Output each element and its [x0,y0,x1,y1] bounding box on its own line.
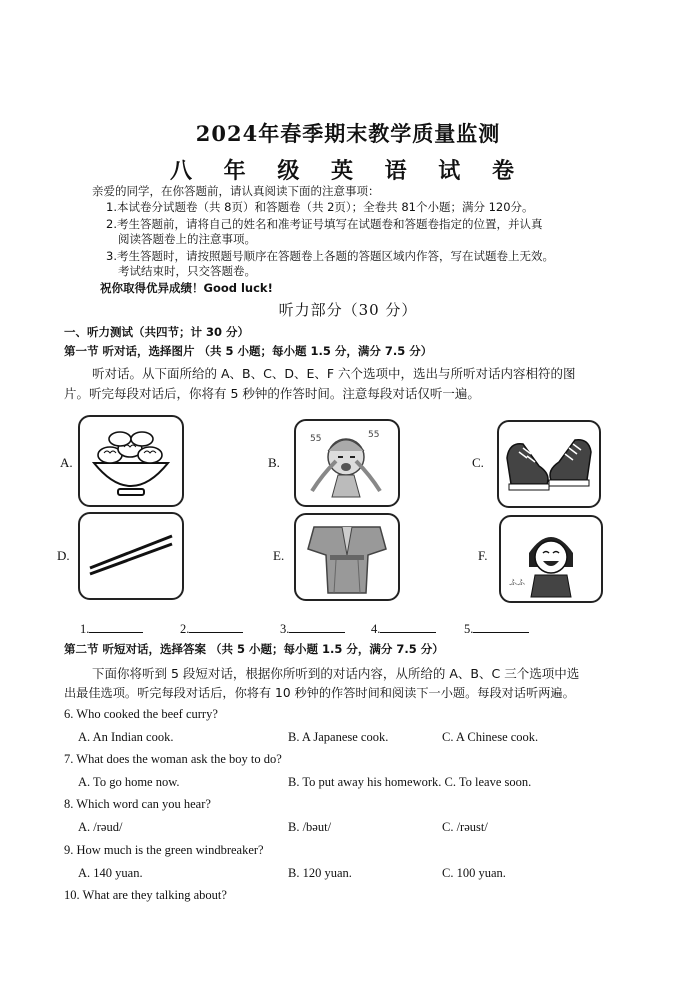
section2-instructions-a: 下面你将听到 5 段短对话，根据你所听到的对话内容，从所给的 A、B、C 三个选项中选 [92,666,580,681]
dumplings-icon [80,417,182,505]
crying-girl-icon [296,421,398,505]
section1-instructions-b: 片。听完每段对话后，你将有 5 秒钟的作答时间。注意每段对话仅听一遍。 [64,386,480,401]
chopsticks-icon [80,514,182,598]
picture-option-a [78,415,184,507]
hanfu-icon [296,515,398,599]
picture-label-e: E. [273,548,285,563]
question-8-option-a[interactable]: A. /rəud/ [78,820,123,834]
section1-heading: 第一节 听对话，选择图片 （共 5 小题；每小题 1.5 分，满分 7.5 分） [64,344,433,358]
question-8-option-c[interactable]: C. /rəust/ [442,820,488,834]
picture-option-f [499,515,603,603]
notice-greeting: 亲爱的同学，在你答题前，请认真阅读下面的注意事项： [92,184,380,198]
answer-blank-3[interactable] [280,620,345,637]
question-6-option-c[interactable]: C. A Chinese cook. [442,730,539,744]
svg-text:ふふ: ふふ [509,578,525,587]
notice-item-3b: 考试结束时，只交答题卷。 [118,264,256,278]
answer-blank-4[interactable] [371,620,436,637]
blank-line-4[interactable] [380,620,436,633]
laughing-girl-icon [501,517,601,601]
blank-label-3: 3. [280,622,290,636]
notice-item-2a: 2.考生答题前，请将自己的姓名和准考证号填写在试题卷和答题卷指定的位置，并认真 [106,217,543,231]
picture-label-f: F. [478,548,488,563]
picture-label-b: B. [268,455,280,470]
notice-item-1: 1.本试卷分试题卷（共 8页）和答题卷（共 2页）；全卷共 81个小题；满分 120分。 [106,200,534,214]
question-6-option-a[interactable]: A. An Indian cook. [78,730,174,744]
blank-label-1: 1. [80,622,90,636]
question-9: 9. How much is the green windbreaker? [64,843,264,857]
picture-option-b [294,419,400,507]
question-7-option-bc[interactable]: B. To put away his homework. C. To leave soon. [288,775,532,789]
blank-line-1[interactable] [89,620,143,633]
question-7-option-a[interactable]: A. To go home now. [78,775,180,789]
question-10: 10. What are they talking about? [64,888,227,902]
answer-blank-1[interactable] [80,620,143,637]
svg-text:55: 55 [368,430,380,440]
notice-item-3a: 3.考生答题时，请按照题号顺序在答题卷上各题的答题区域内作答，写在试题卷上无效。 [106,249,554,263]
notice-item-2b: 阅读答题卷上的注意事项。 [118,232,256,246]
blank-line-3[interactable] [289,620,345,633]
picture-label-d: D. [57,548,70,563]
exam-subtitle: 八 年 级 英 语 试 卷 [170,158,526,184]
section2-heading: 第二节 听短对话，选择答案 （共 5 小题；每小题 1.5 分，满分 7.5 分） [64,642,444,656]
question-6: 6. Who cooked the beef curry? [64,707,218,721]
answer-blank-2[interactable] [180,620,243,637]
part1-heading: 一、听力测试（共四节；计 30 分） [64,325,250,339]
question-7: 7. What does the woman ask the boy to do? [64,752,282,766]
picture-option-d [78,512,184,600]
blank-label-4: 4. [371,622,381,636]
question-8-option-b[interactable]: B. /bəut/ [288,820,332,834]
picture-label-c: C. [472,455,484,470]
exam-title: 2024年春季期末教学质量监测 [195,121,501,146]
question-9-option-c[interactable]: C. 100 yuan. [442,866,506,880]
sneakers-icon [499,422,599,506]
blank-line-2[interactable] [189,620,243,633]
blank-label-2: 2. [180,622,190,636]
question-8: 8. Which word can you hear? [64,797,211,811]
section2-instructions-b: 出最佳选项。听完每段对话后，你将有 10 秒钟的作答时间和阅读下一小题。每段对话听两遍。 [64,686,575,700]
picture-option-e [294,513,400,601]
listening-heading: 听力部分（30 分） [278,301,418,319]
picture-label-a: A. [60,455,73,470]
section1-instructions-a: 听对话。从下面所给的 A、B、C、D、E、F 六个选项中，选出与所听对话内容相符的图 [92,366,576,381]
question-6-option-b[interactable]: B. A Japanese cook. [288,730,389,744]
blank-label-5: 5. [464,622,474,636]
notice-wish: 祝你取得优异成绩！Good luck! [100,281,273,295]
question-9-option-a[interactable]: A. 140 yuan. [78,866,143,880]
svg-text:55: 55 [310,434,322,444]
blank-line-5[interactable] [473,620,529,633]
picture-option-c [497,420,601,508]
answer-blank-5[interactable] [464,620,529,637]
question-9-option-b[interactable]: B. 120 yuan. [288,866,352,880]
